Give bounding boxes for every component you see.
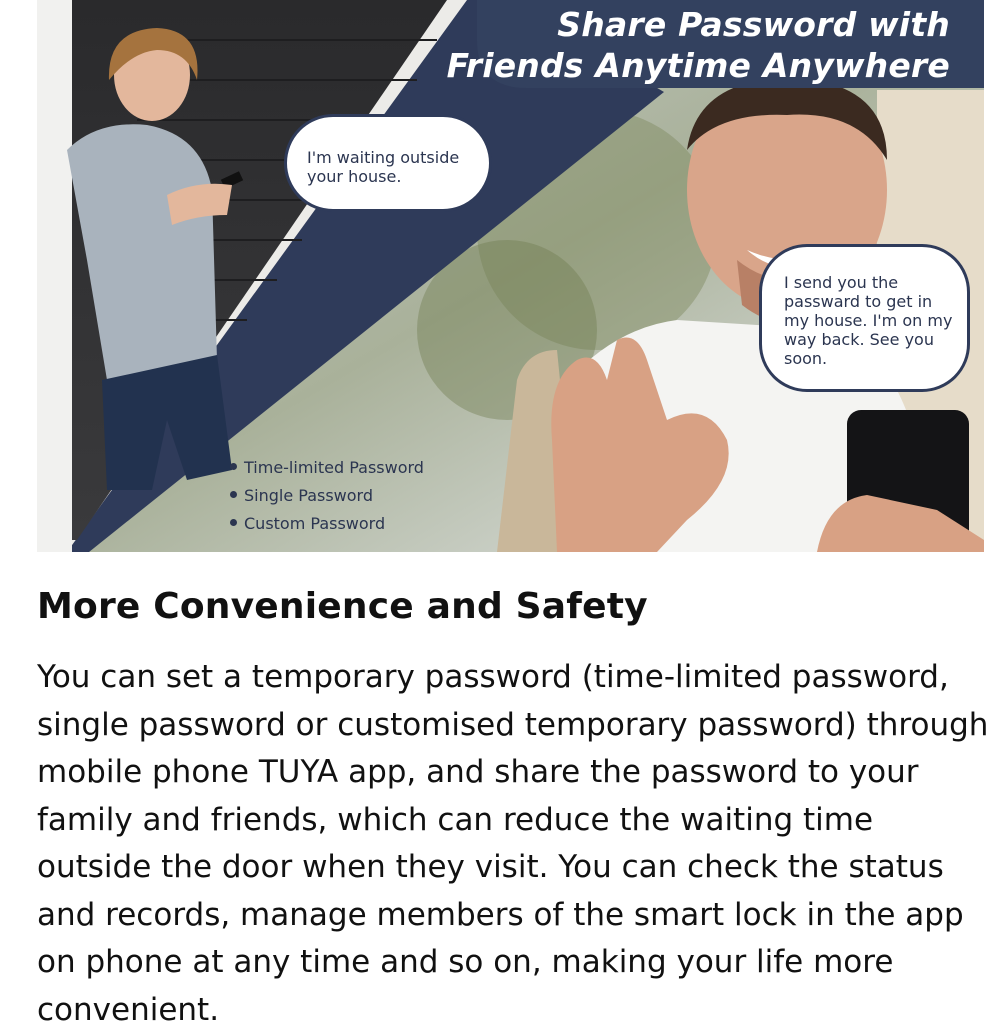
- feature-item: [230, 485, 424, 513]
- speech-bubble-man: I send you the passward to get in my house. I'm on my way back. See you soon.: [759, 244, 970, 392]
- banner-headline: [437, 0, 984, 92]
- feature-label: Single Password: [244, 486, 374, 505]
- bullet-icon: [230, 519, 237, 526]
- bullet-icon: [230, 463, 237, 470]
- headline-line-2: Friends Anytime Anywhere: [446, 46, 950, 85]
- feature-list: [230, 457, 424, 541]
- feature-label: Custom Password: [244, 514, 386, 533]
- speech-bubble-boy: I'm waiting outside your house.: [284, 114, 492, 212]
- feature-item: [230, 513, 424, 541]
- section-body-text: You can set a temporary password (time-limited password, single password or customised temporary password) through mobile phone TUYA app, and share the password to your family and friends, which can reduce the waiting time outside the door when they visit. You can check the status and records, manage members of the smart lock in the app on phone at any time and so on, making your life more convenient.: [37, 659, 989, 1028]
- feature-label: Time-limited Password: [244, 458, 424, 477]
- product-banner-image: [37, 0, 984, 552]
- feature-item: [230, 457, 424, 485]
- section-title: More Convenience and Safety: [37, 586, 648, 627]
- bullet-icon: [230, 491, 237, 498]
- headline-line-1: Share Password with: [557, 5, 950, 44]
